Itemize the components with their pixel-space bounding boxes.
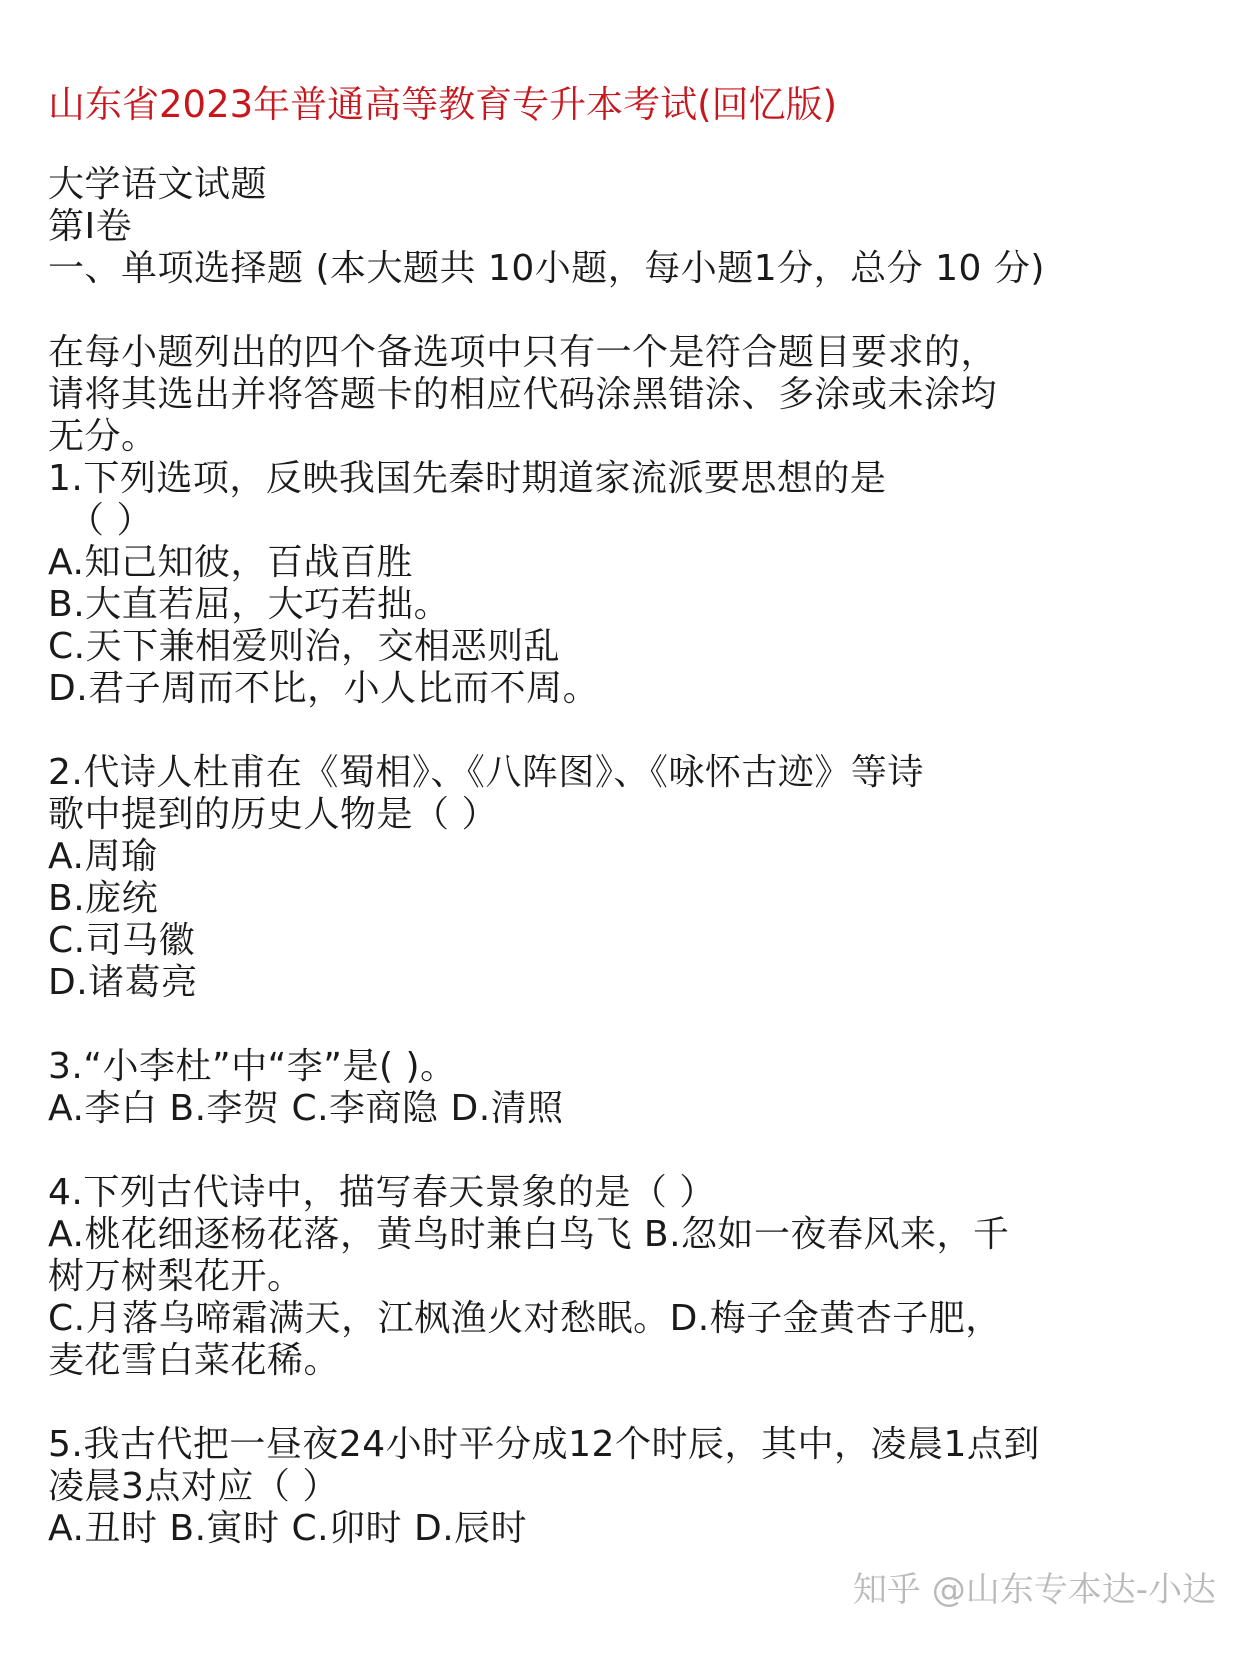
exam-title: 山东省2023年普通高等教育专升本考试(回忆版) xyxy=(48,83,838,126)
spacer xyxy=(48,290,1218,332)
subject-heading: 大学语文试题 xyxy=(48,164,268,205)
question-3-stem: 3.“小李杜”中“李”是( )。 xyxy=(48,1046,457,1087)
question-2-option-b: B.庞统 xyxy=(48,878,159,919)
question-5-stem: 5.我古代把一昼夜24小时平分成12个时辰，其中，凌晨1点到 xyxy=(48,1424,1040,1465)
question-1-option-a: A.知己知彼，百战百胜 xyxy=(48,542,413,583)
instructions-line: 请将其选出并将答题卡的相应代码涂黑错涂、多涂或未涂均 xyxy=(48,374,998,415)
question-1-option-c: C.天下兼相爱则治，交相恶则乱 xyxy=(48,626,561,667)
question-4-options: C.月落乌啼霜满天，江枫渔火对愁眠。D.梅子金黄杏子肥， xyxy=(48,1298,1002,1339)
spacer xyxy=(48,1004,1218,1046)
question-5-options: A.丑时 B.寅时 C.卯时 D.辰时 xyxy=(48,1508,528,1549)
exam-document xyxy=(48,82,1218,1550)
instructions-line: 在每小题列出的四个备选项中只有一个是符合题目要求的， xyxy=(48,332,998,373)
spacer xyxy=(48,1130,1218,1172)
question-2-option-a: A.周瑜 xyxy=(48,836,158,877)
question-2-option-c: C.司马徽 xyxy=(48,920,196,961)
question-1-stem: 1.下列选项，反映我国先秦时期道家流派要思想的是 xyxy=(48,458,887,499)
instructions-line: 无分。 xyxy=(48,416,158,457)
question-1-blank: （ ） xyxy=(68,500,153,541)
spacer xyxy=(48,710,1218,752)
spacer xyxy=(48,1382,1218,1424)
question-4-options: 树万树梨花开。 xyxy=(48,1256,304,1297)
zhihu-watermark: 知乎 @山东专本达-小达 xyxy=(852,1570,1216,1610)
volume-heading: 第Ⅰ卷 xyxy=(48,206,133,247)
question-4-options: 麦花雪白菜花稀。 xyxy=(48,1340,341,1381)
question-2-stem: 2.代诗人杜甫在《蜀相》、《八阵图》、《咏怀古迹》等诗 xyxy=(48,752,924,793)
question-1-option-d: D.君子周而不比，小人比而不周。 xyxy=(48,668,600,709)
question-2-option-d: D.诸葛亮 xyxy=(48,962,198,1003)
question-4-stem: 4.下列古代诗中，描写春天景象的是（ ） xyxy=(48,1172,716,1213)
section-heading: 一、单项选择题 (本大题共 10小题，每小题1分，总分 10 分) xyxy=(48,248,1045,289)
question-2-stem: 歌中提到的历史人物是（ ） xyxy=(48,794,498,835)
question-4-options: A.桃花细逐杨花落，黄鸟时兼白鸟飞 B.忽如一夜春风来，千 xyxy=(48,1214,1010,1255)
question-3-options: A.李白 B.李贺 C.李商隐 D.清照 xyxy=(48,1088,564,1129)
question-5-stem: 凌晨3点对应（ ） xyxy=(48,1466,339,1507)
question-1-option-b: B.大直若屈，大巧若拙。 xyxy=(48,584,451,625)
